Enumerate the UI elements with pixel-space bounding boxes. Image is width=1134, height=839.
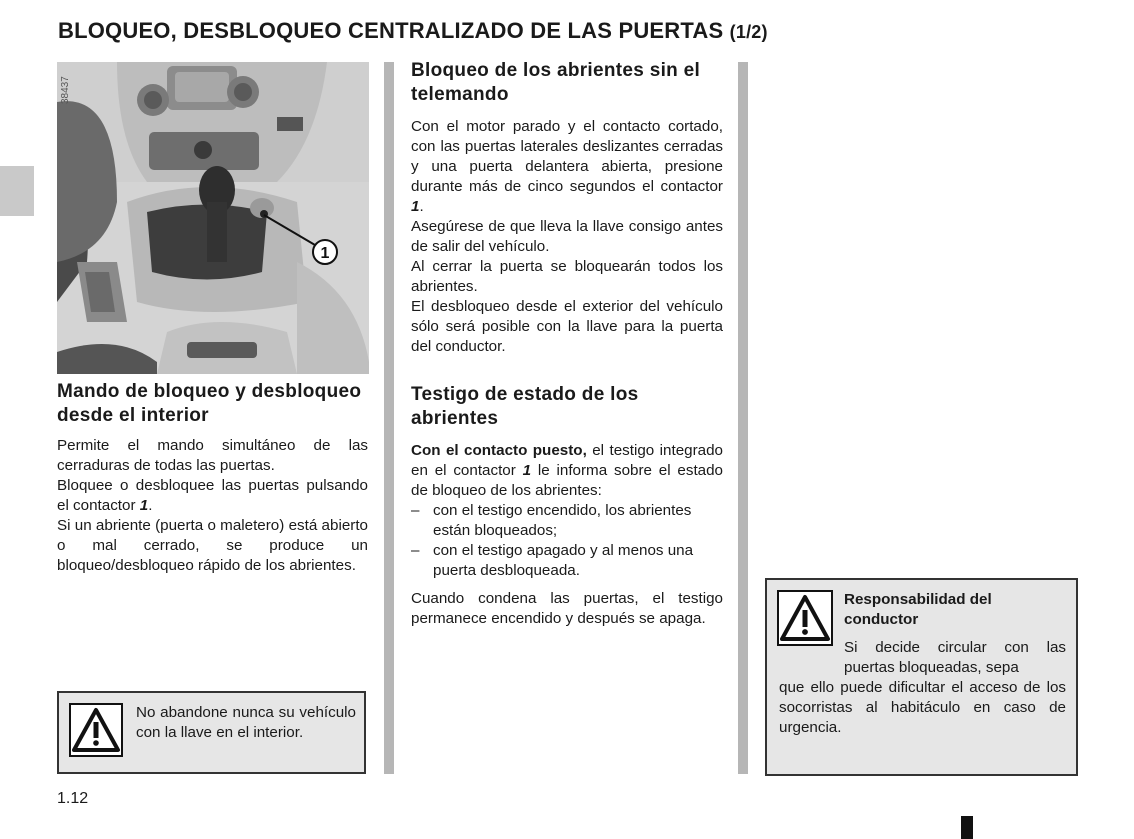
section-status-indicator: [411, 383, 723, 629]
page-title-part: (1/2): [729, 22, 768, 42]
page-title-text: BLOQUEO, DESBLOQUEO CENTRALIZADO DE LAS PUERTAS: [58, 18, 724, 43]
paragraph: Al cerrar la puerta se bloquearán todos los abrientes.: [411, 258, 723, 295]
figure-code: 38437: [60, 76, 71, 104]
warning-triangle-icon: [777, 590, 833, 646]
paragraph: Bloquee o desbloquee las puertas pulsando el contactor 1.: [57, 477, 368, 514]
warning-box-driver-responsibility: [765, 578, 1078, 776]
section-heading: Mando de bloqueo y desbloqueo desde el interior: [57, 381, 362, 426]
warning-box-key: [57, 691, 366, 774]
paragraph: Con el contacto puesto, el testigo integrado en el contactor 1 le informa sobre el estado de bloqueo de los abrientes:: [411, 442, 724, 499]
section-interior-control: [57, 380, 368, 576]
warning-text: No abandone nunca su vehículo con la llave en el interior.: [136, 704, 356, 741]
dashboard-illustration: [57, 62, 369, 374]
dashboard-photo: [57, 62, 369, 374]
paragraph: Cuando condena las puertas, el testigo permanece encendido y después se apaga.: [411, 590, 723, 627]
page-title: [58, 18, 768, 44]
paragraph: Permite el mando simultáneo de las cerraduras de todas las puertas.: [57, 437, 368, 474]
section-heading: Bloqueo de los abrientes sin el telemando: [411, 60, 701, 105]
paragraph: Si un abriente (puerta o maletero) está abierto o mal cerrado, se produce un bloqueo/desbloqueo rápido de los abrientes.: [57, 517, 368, 574]
list-item: – con el testigo encendido, los abrientes están bloqueados;: [411, 502, 692, 539]
column-divider: [384, 62, 394, 774]
warning-text: que ello puede dificultar el acceso de los socorristas al habitáculo en caso de urgencia.: [779, 679, 1066, 736]
paragraph: Con el motor parado y el contacto cortado, con las puertas laterales deslizantes cerradas y una puerta delantera abierta, presione durante más de cinco segundos el contactor 1.: [411, 118, 723, 215]
paragraph: Asegúrese de que lleva la llave consigo antes de salir del vehículo.: [411, 218, 723, 255]
warning-text: Si decide circular con las puertas bloqueadas, sepa: [844, 639, 1066, 676]
column-divider: [738, 62, 748, 774]
paragraph: El desbloqueo desde el exterior del vehículo sólo será posible con la llave para la puerta del conductor.: [411, 298, 723, 355]
warning-title: Responsabilidad del conductor: [844, 591, 992, 628]
section-heading: Testigo de estado de los abrientes: [411, 384, 639, 429]
figure-callout-label: 1: [320, 245, 330, 262]
warning-triangle-icon: [69, 703, 123, 757]
section-lock-without-remote: [411, 59, 723, 357]
list-item: – con el testigo apagado y al menos una puerta desbloqueada.: [411, 542, 694, 579]
chapter-tab: [0, 166, 34, 216]
page-number: 1.12: [57, 790, 89, 807]
print-mark: [961, 816, 973, 839]
